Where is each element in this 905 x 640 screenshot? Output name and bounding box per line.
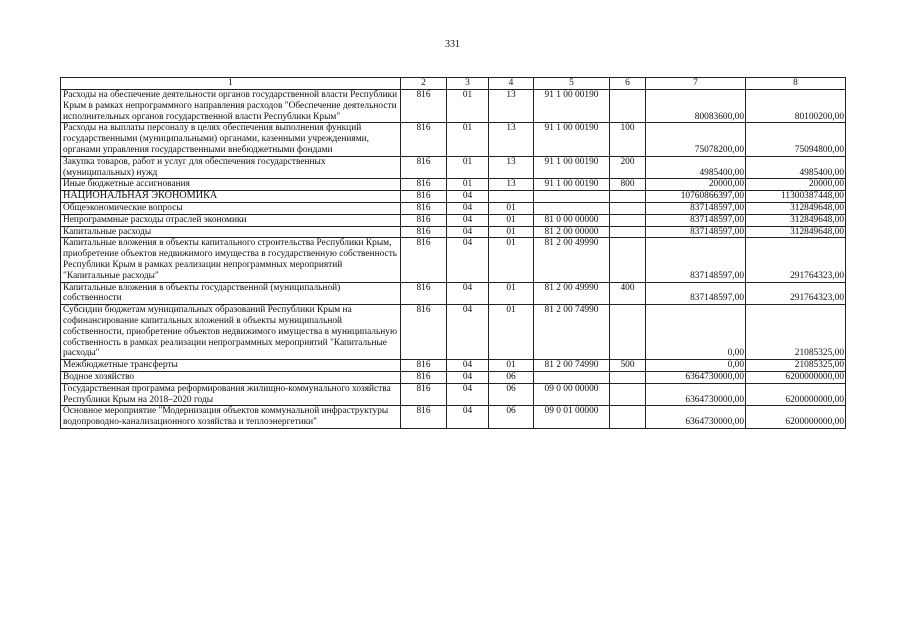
cell-section: 04 [447,360,489,372]
cell-subsection: 13 [489,156,534,179]
table-row [61,156,846,179]
cell-amount-col7: 80083600,00 [646,90,746,123]
cell-amount-col7: 75078200,00 [646,123,746,156]
row-name: Государственная программа реформирования жилищно-коммунального хозяйства Республики Крым на 2018–2020 годы [61,383,401,406]
cell-subsection: 06 [489,371,534,383]
cell-amount-col7: 6364730000,00 [646,371,746,383]
table-row [61,406,846,429]
cell-subsection: 13 [489,90,534,123]
cell-target-article: 91 1 00 00190 [534,179,610,191]
cell-ministry: 816 [401,305,447,360]
cell-amount-col7: 6364730000,00 [646,383,746,406]
cell-amount-col7: 20000,00 [646,179,746,191]
cell-subsection: 13 [489,179,534,191]
cell-amount-col8: 6200000000,00 [746,406,846,429]
cell-amount-col8: 80100200,00 [746,90,846,123]
cell-ministry: 816 [401,360,447,372]
cell-amount-col7: 837148597,00 [646,226,746,238]
cell-section: 01 [447,156,489,179]
column-header: 2 [401,78,447,90]
cell-target-article: 09 0 01 00000 [534,406,610,429]
cell-target-article [534,371,610,383]
cell-subsection: 01 [489,214,534,226]
table-row [61,371,846,383]
cell-amount-col8: 312849648,00 [746,226,846,238]
cell-amount-col8: 6200000000,00 [746,383,846,406]
row-name: Основное мероприятие "Модернизация объектов коммунальной инфраструктуры водопроводно-канализационного хозяйства и теплоэнергетики" [61,406,401,429]
cell-expense-type [610,383,646,406]
cell-amount-col8: 4985400,00 [746,156,846,179]
cell-expense-type [610,226,646,238]
cell-section: 04 [447,305,489,360]
cell-amount-col8: 6200000000,00 [746,371,846,383]
cell-amount-col8: 20000,00 [746,179,846,191]
cell-amount-col7: 837148597,00 [646,238,746,282]
column-header: 4 [489,78,534,90]
cell-ministry: 816 [401,156,447,179]
cell-expense-type [610,191,646,203]
cell-amount-col7: 837148597,00 [646,282,746,305]
cell-subsection: 01 [489,238,534,282]
cell-target-article: 81 2 00 49990 [534,282,610,305]
table-row [61,123,846,156]
row-name: Капитальные вложения в объекты капитального строительства Республики Крым, приобретение объектов недвижимого имущества в государственную собственность Республики Крым в рамках реализации непрограммных мероприятий "Капитальные расходы" [61,238,401,282]
row-name: Непрограммные расходы отраслей экономики [61,214,401,226]
cell-ministry: 816 [401,90,447,123]
cell-ministry: 816 [401,238,447,282]
cell-target-article: 91 1 00 00190 [534,123,610,156]
row-name: Капитальные вложения в объекты государственной (муниципальной) собственности [61,282,401,305]
budget-table [60,77,846,429]
cell-expense-type [610,214,646,226]
column-header: 3 [447,78,489,90]
cell-expense-type: 100 [610,123,646,156]
cell-target-article: 81 2 00 00000 [534,226,610,238]
cell-ministry: 816 [401,282,447,305]
cell-subsection: 01 [489,282,534,305]
cell-target-article: 91 1 00 00190 [534,156,610,179]
cell-amount-col8: 21085325,00 [746,360,846,372]
cell-ministry: 816 [401,191,447,203]
row-name: Закупка товаров, работ и услуг для обеспечения государственных (муниципальных) нужд [61,156,401,179]
cell-expense-type [610,238,646,282]
cell-subsection: 13 [489,123,534,156]
table-row [61,90,846,123]
cell-section: 04 [447,406,489,429]
cell-target-article: 81 2 00 74990 [534,360,610,372]
cell-subsection: 06 [489,383,534,406]
cell-subsection: 01 [489,360,534,372]
cell-ministry: 816 [401,383,447,406]
row-name: Субсидии бюджетам муниципальных образований Республики Крым на софинансирование капитальных вложений в объекты муниципальной собственности, приобретение объектов недвижимого имущества в муниципальную собственность в рамках реализации непрограммных мероприятий "Капитальные расходы" [61,305,401,360]
column-header: 6 [610,78,646,90]
cell-amount-col7: 0,00 [646,305,746,360]
table-row [61,214,846,226]
row-name: Расходы на выплаты персоналу в целях обеспечения выполнения функций государственными (муниципальными) органами, казенными учреждениями, органами управления государственными внебюджетными фондами [61,123,401,156]
cell-target-article: 81 2 00 49990 [534,238,610,282]
cell-section: 04 [447,238,489,282]
cell-ministry: 816 [401,179,447,191]
cell-ministry: 816 [401,123,447,156]
table-row [61,238,846,282]
cell-expense-type [610,305,646,360]
row-name: Расходы на обеспечение деятельности органов государственной власти Республики Крым в рамках непрограммного направления расходов "Обеспечение деятельности исполнительных органов государственной власти Республики Крым" [61,90,401,123]
cell-section: 04 [447,226,489,238]
cell-expense-type [610,371,646,383]
cell-expense-type [610,90,646,123]
cell-section: 01 [447,90,489,123]
cell-section: 04 [447,214,489,226]
column-header: 8 [746,78,846,90]
cell-amount-col7: 10760866397,00 [646,191,746,203]
table-header-row [61,78,846,90]
cell-amount-col8: 11300387448,00 [746,191,846,203]
page-number: 331 [445,39,460,50]
table-row [61,282,846,305]
cell-section: 01 [447,123,489,156]
cell-expense-type: 500 [610,360,646,372]
cell-target-article [534,191,610,203]
cell-target-article [534,202,610,214]
cell-target-article: 09 0 00 00000 [534,383,610,406]
cell-expense-type [610,202,646,214]
row-name: Общеэкономические вопросы [61,202,401,214]
row-name: Водное хозяйство [61,371,401,383]
cell-expense-type: 400 [610,282,646,305]
table-row [61,191,846,203]
cell-amount-col7: 0,00 [646,360,746,372]
cell-ministry: 816 [401,371,447,383]
table-row [61,305,846,360]
cell-section: 01 [447,179,489,191]
cell-amount-col7: 837148597,00 [646,214,746,226]
cell-expense-type [610,406,646,429]
cell-subsection: 01 [489,226,534,238]
cell-target-article: 81 2 00 74990 [534,305,610,360]
column-header: 1 [61,78,401,90]
column-header: 5 [534,78,610,90]
table-row [61,179,846,191]
cell-subsection [489,191,534,203]
row-name: НАЦИОНАЛЬНАЯ ЭКОНОМИКА [61,191,401,203]
cell-target-article: 81 0 00 00000 [534,214,610,226]
cell-amount-col7: 4985400,00 [646,156,746,179]
cell-expense-type: 800 [610,179,646,191]
cell-subsection: 06 [489,406,534,429]
cell-amount-col8: 291764323,00 [746,282,846,305]
cell-section: 04 [447,191,489,203]
cell-expense-type: 200 [610,156,646,179]
table-row [61,202,846,214]
cell-amount-col8: 75094800,00 [746,123,846,156]
cell-section: 04 [447,371,489,383]
table-row [61,226,846,238]
column-header: 7 [646,78,746,90]
cell-amount-col8: 291764323,00 [746,238,846,282]
cell-target-article: 91 1 00 00190 [534,90,610,123]
cell-ministry: 816 [401,214,447,226]
cell-ministry: 816 [401,226,447,238]
row-name: Межбюджетные трансферты [61,360,401,372]
cell-section: 04 [447,383,489,406]
cell-amount-col8: 312849648,00 [746,214,846,226]
table-row [61,360,846,372]
cell-section: 04 [447,282,489,305]
cell-subsection: 01 [489,202,534,214]
row-name: Иные бюджетные ассигнования [61,179,401,191]
cell-subsection: 01 [489,305,534,360]
cell-section: 04 [447,202,489,214]
cell-amount-col8: 21085325,00 [746,305,846,360]
cell-amount-col7: 837148597,00 [646,202,746,214]
cell-amount-col8: 312849648,00 [746,202,846,214]
cell-amount-col7: 6364730000,00 [646,406,746,429]
cell-ministry: 816 [401,406,447,429]
cell-ministry: 816 [401,202,447,214]
row-name: Капитальные расходы [61,226,401,238]
table-row [61,383,846,406]
